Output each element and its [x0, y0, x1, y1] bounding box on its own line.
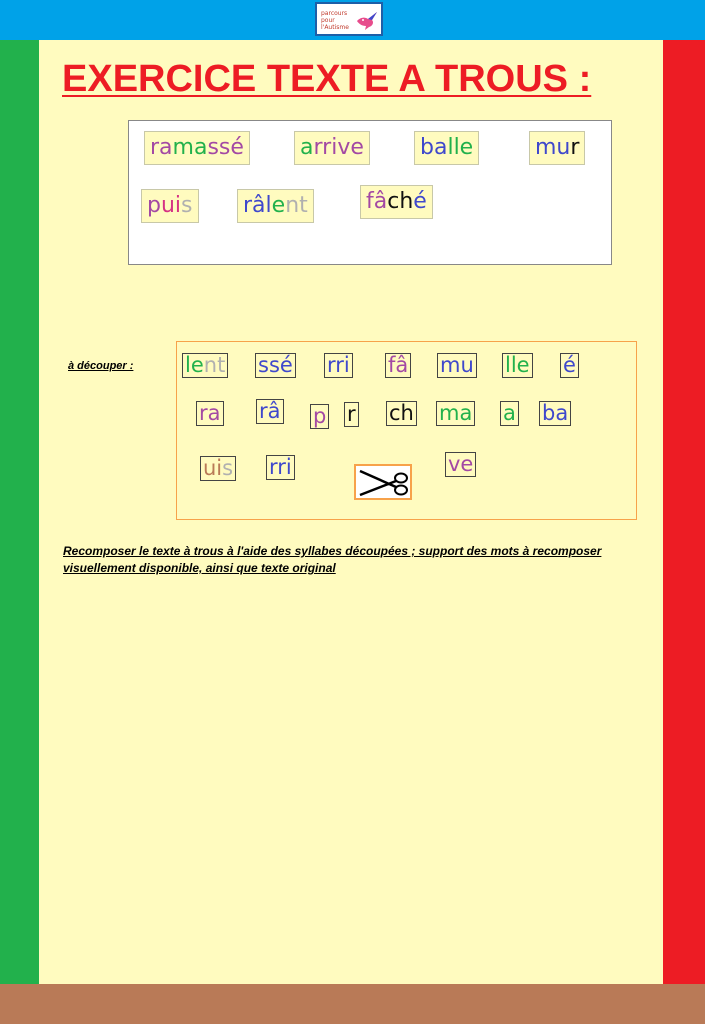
syllable-segment: a [300, 135, 314, 160]
syllable-segment: ch [387, 189, 414, 214]
syllable-segment: ba [420, 135, 448, 160]
word-model-box [128, 120, 612, 265]
syllable-tile[interactable] [539, 401, 571, 426]
syllable-tile[interactable] [436, 401, 475, 426]
word-tile [360, 185, 433, 219]
syllable-segment: é [413, 189, 427, 214]
syllable-tile[interactable] [502, 353, 533, 378]
syllable-tile[interactable] [196, 401, 224, 426]
word-tile [141, 189, 199, 223]
syllable-tile[interactable] [500, 401, 519, 426]
instruction-text: Recomposer le texte à trous à l'aide des syllabes découpées ; support des mots à recomposer visuellement disponible, ainsi que texte original [63, 544, 602, 575]
syllable-segment: ch [389, 401, 414, 425]
scissors-frame [354, 464, 412, 500]
syllable-segment: ma [439, 401, 473, 425]
syllable-segment: le [185, 353, 204, 377]
syllable-segment: fâ [388, 353, 409, 377]
word-tile [414, 131, 479, 165]
syllable-segment: r [347, 402, 356, 426]
syllable-segment: é [563, 353, 576, 377]
left-color-band [0, 40, 39, 984]
syllable-segment: ra [199, 401, 221, 425]
syllable-segment: l [265, 193, 272, 218]
syllable-segment: ma [172, 135, 208, 160]
syllable-segment: r [243, 193, 253, 218]
syllable-segment: p [313, 404, 327, 428]
bottom-color-band [0, 984, 705, 1024]
syllable-tile[interactable] [324, 353, 353, 378]
syllable-segment: râ [259, 399, 281, 423]
syllable-tile[interactable] [386, 401, 417, 426]
page-title: EXERCICE TEXTE A TROUS : [62, 58, 592, 100]
word-tile [144, 131, 250, 165]
right-color-band [663, 40, 705, 984]
syllable-segment: s [222, 456, 234, 480]
syllable-tile[interactable] [255, 353, 296, 378]
syllable-segment: nt [203, 353, 226, 377]
syllable-segment: ssé [207, 135, 244, 160]
scissors-icon [358, 468, 410, 498]
cut-out-label: à découper : [68, 360, 134, 372]
syllable-segment: a [503, 401, 516, 425]
syllable-segment: p [147, 193, 161, 218]
syllable-segment: rri [327, 353, 350, 377]
syllable-tile[interactable] [445, 452, 476, 477]
syllable-segment: rri [269, 455, 292, 479]
syllable-tile[interactable] [256, 399, 284, 424]
syllable-segment: ba [542, 401, 569, 425]
syllable-segment: rri [313, 135, 338, 160]
logo-text: parcours pour l'Autisme [321, 10, 349, 31]
syllable-segment: s [181, 193, 193, 218]
syllable-segment: â [252, 193, 266, 218]
syllable-tile[interactable] [200, 456, 236, 481]
syllable-tile[interactable] [437, 353, 477, 378]
syllable-segment: mu [535, 135, 571, 160]
syllable-tile[interactable] [560, 353, 579, 378]
syllable-segment: ra [150, 135, 173, 160]
syllable-segment: ve [448, 452, 474, 476]
syllable-segment: r [570, 135, 580, 160]
syllable-tile[interactable] [385, 353, 411, 378]
word-tile [237, 189, 314, 223]
word-tile [294, 131, 370, 165]
logo [315, 2, 383, 36]
syllable-tile[interactable] [310, 404, 329, 429]
syllable-tile[interactable] [344, 402, 359, 427]
syllable-segment: ssé [258, 353, 293, 377]
syllable-segment: mu [440, 353, 474, 377]
syllable-segment: ui [203, 456, 223, 480]
syllable-segment: e [271, 193, 286, 218]
hummingbird-icon [355, 9, 379, 31]
syllable-tile[interactable] [266, 455, 295, 480]
syllable-segment: nt [285, 193, 308, 218]
syllable-segment: ve [337, 135, 364, 160]
syllable-tile[interactable] [182, 353, 228, 378]
syllable-segment: lle [505, 353, 530, 377]
syllable-segment: ui [160, 193, 182, 218]
syllable-segment: lle [447, 135, 474, 160]
word-tile [529, 131, 585, 165]
syllable-segment: fâ [366, 189, 388, 214]
